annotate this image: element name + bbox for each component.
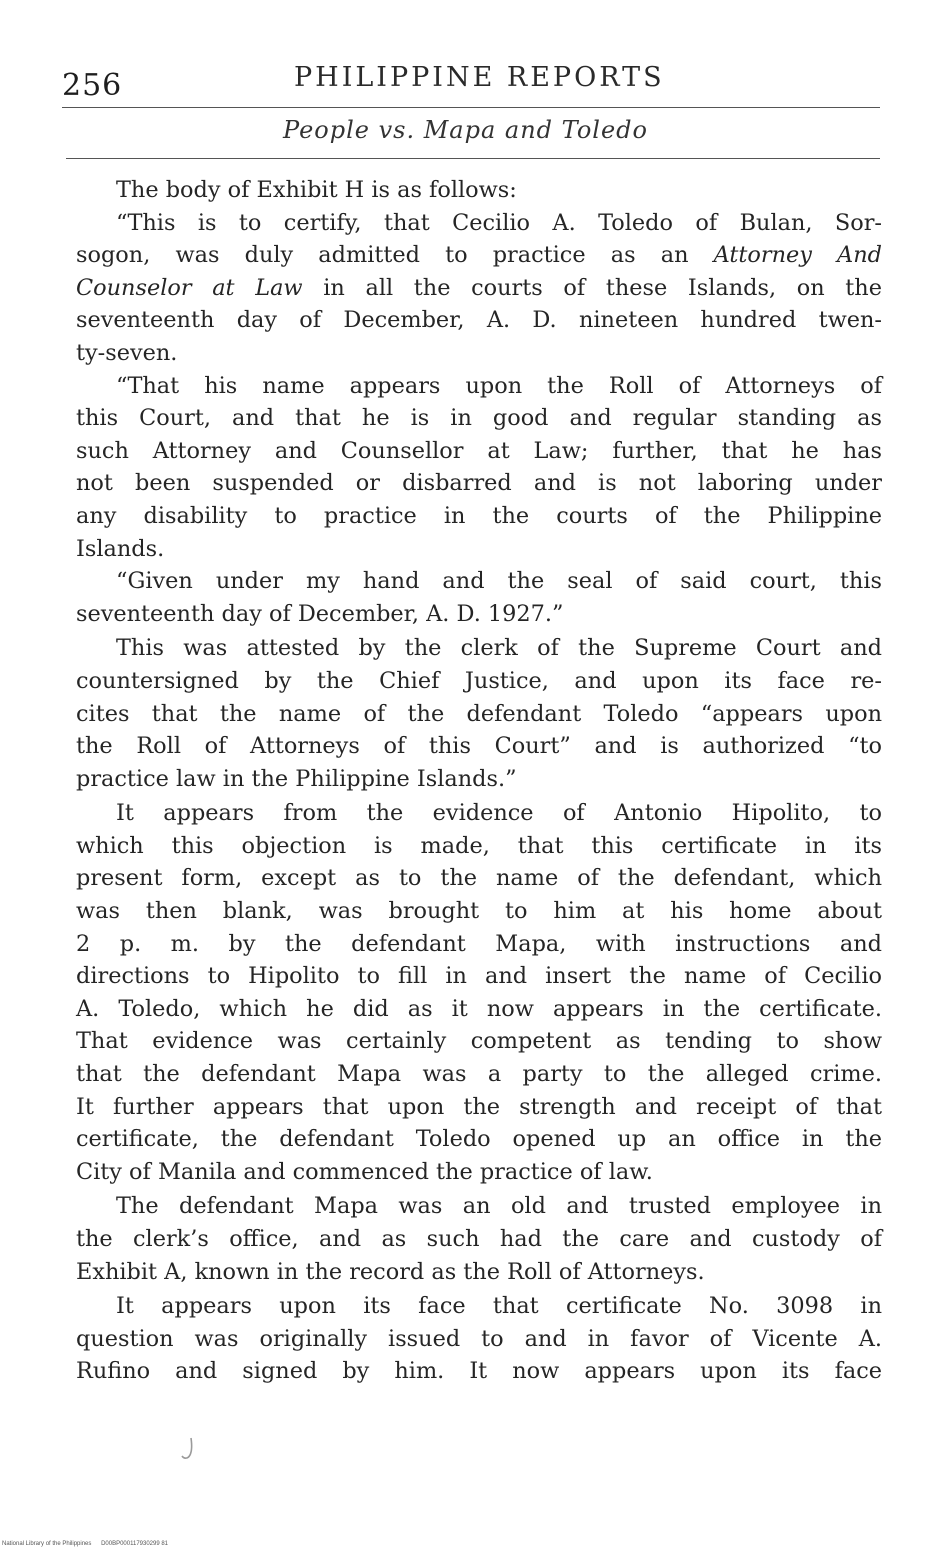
text-line: ty-seven. xyxy=(76,339,178,366)
header-rule-bottom xyxy=(66,158,880,159)
footer-library: National Library of the Philippines xyxy=(2,1541,92,1547)
text-line: cites that the name of the defendant Toledo “appears upon xyxy=(76,700,882,727)
stray-ink-mark xyxy=(181,1437,195,1461)
text-line: City of Manila and commenced the practice of law. xyxy=(76,1158,653,1185)
text-line: Islands. xyxy=(76,535,165,562)
text-line: The defendant Mapa was an old and trusted employee in xyxy=(116,1193,882,1220)
text-line: “That his name appears upon the Roll of Attorneys of xyxy=(116,372,882,399)
text-line: present form, except as to the name of the defendant, which xyxy=(76,865,882,892)
text-line: It appears from the evidence of Antonio Hipolito, to xyxy=(116,800,882,827)
text-line xyxy=(76,239,882,272)
text-line: question was originally issued to and in favor of Vicente A. xyxy=(76,1325,882,1352)
text-line: directions to Hipolito to fill in and insert the name of Cecilio xyxy=(76,963,882,990)
header-rule-top xyxy=(62,107,880,108)
italic-text: Attorney And xyxy=(713,242,882,269)
page-header xyxy=(62,58,882,106)
text-line xyxy=(76,272,882,305)
text-line: was then blank, was brought to him at his home about xyxy=(76,898,882,925)
text-line: “Given under my hand and the seal of said court, this xyxy=(116,568,882,595)
text-segment: sogon, was duly admitted to practice as an xyxy=(76,242,689,269)
text-segment: in all the courts of these Islands, on the xyxy=(323,274,882,301)
text-line: That evidence was certainly competent as tending to show xyxy=(76,1028,882,1055)
page-number: 256 xyxy=(62,68,123,103)
running-title: PHILIPPINE REPORTS xyxy=(294,62,665,93)
scan-footer xyxy=(2,1541,176,1547)
text-line: any disability to practice in the courts of the Philippine xyxy=(76,502,882,529)
text-line: Rufino and signed by him. It now appears upon its face xyxy=(76,1358,882,1385)
italic-text: Counselor at Law xyxy=(76,274,303,301)
text-line: 2 p. m. by the defendant Mapa, with instructions and xyxy=(76,930,882,957)
text-line: that the defendant Mapa was a party to the alleged crime. xyxy=(76,1061,882,1088)
text-line: such Attorney and Counsellor at Law; further, that he has xyxy=(76,437,882,464)
text-line: seventeenth day of December, A. D. nineteen hundred twen- xyxy=(76,307,882,334)
text-line: This was attested by the clerk of the Supreme Court and xyxy=(116,635,882,662)
text-line: seventeenth day of December, A. D. 1927.” xyxy=(76,600,564,627)
text-line: “This is to certify, that Cecilio A. Toledo of Bulan, Sor- xyxy=(116,209,882,236)
text-line: A. Toledo, which he did as it now appears in the certificate. xyxy=(76,995,882,1022)
text-line: countersigned by the Chief Justice, and upon its face re- xyxy=(76,667,882,694)
text-line: certificate, the defendant Toledo opened up an office in the xyxy=(76,1126,882,1153)
case-title: People vs. Mapa and Toledo xyxy=(283,116,648,144)
text-line: The body of Exhibit H is as follows: xyxy=(116,177,517,203)
text-line: the clerk’s office, and as such had the care and custody of xyxy=(76,1226,882,1252)
text-line: practice law in the Philippine Islands.” xyxy=(76,765,517,792)
footer-code: D00BP000117930299 81 xyxy=(101,1541,169,1547)
text-line: not been suspended or disbarred and is not laboring under xyxy=(76,470,882,497)
text-line: It further appears that upon the strength and receipt of that xyxy=(76,1093,882,1120)
text-line: It appears upon its face that certificate No. 3098 in xyxy=(116,1293,882,1320)
text-line: the Roll of Attorneys of this Court” and is authorized “to xyxy=(76,733,882,760)
body-text xyxy=(76,174,882,1388)
text-line: this Court, and that he is in good and regular standing as xyxy=(76,405,882,432)
text-line: Exhibit A, known in the record as the Roll of Attorneys. xyxy=(76,1258,705,1285)
text-line: which this objection is made, that this certificate in its xyxy=(76,832,882,859)
